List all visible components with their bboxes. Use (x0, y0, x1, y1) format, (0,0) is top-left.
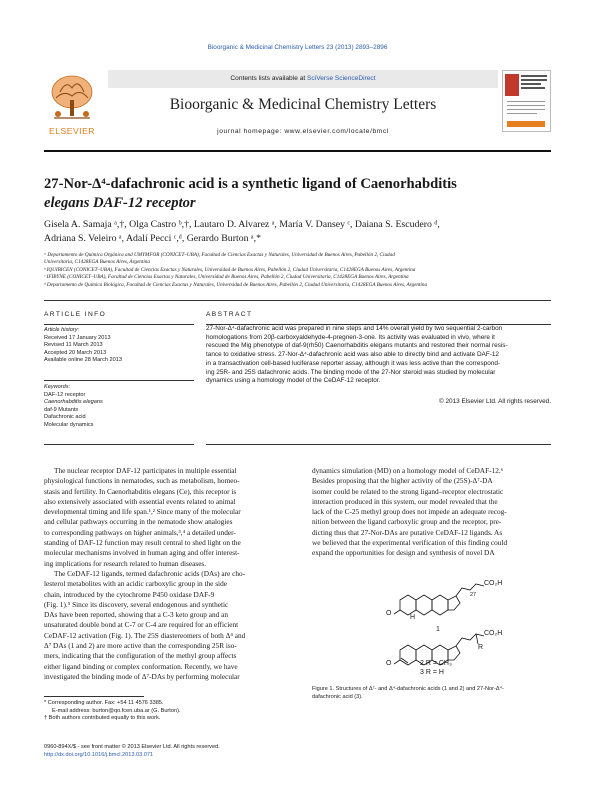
body-line: Besides proposing that the higher activity of the (25S)-Δ⁷-DA (312, 476, 493, 486)
carboxyl-label: CO₂H (484, 630, 503, 637)
affiliation: ᵈ Departamento de Química Biológica, Facultad de Ciencias Exactas y Naturales, Universidad de Buenos Aires, Pabellón 2, Ciudad Universitaria, C1428EGA Buenos Aires, Argentina (44, 281, 428, 288)
oxygen-label: O (386, 610, 392, 617)
body-line: mers, indicating that the configuration of the methyl group affects (44, 651, 237, 661)
body-line: dicting thus that 27-Nor-DAs are putative CeDAF-12 ligands. As (312, 527, 503, 537)
footnote-email[interactable]: E-mail address: burton@qo.fcen.uba.ar (G. Burton). (52, 707, 181, 714)
abstract-text (206, 325, 551, 386)
body-line: and cellular pathways occurring in the nematode show analogies (44, 517, 233, 527)
abstract-line: rescued the Mig phenotype of daf-9(rh50) Caenorhabditis elegans mutants and restored their normal resis- (206, 342, 508, 350)
body-line: physiological functions in nematodes, such as metabolism, homeo- (44, 476, 240, 486)
abstract-line: ing 25R- and 25S dafachronic acids. The binding mode of the 27-Nor steroid was studied by molecular (206, 368, 496, 376)
compound-2-label: 2 R = CH₃ (420, 660, 452, 667)
article-info-rule (44, 324, 194, 325)
elsevier-tree-logo (44, 70, 100, 130)
abstract-line: in a transactivation cell-based luciferase reporter assay, although it was less active than the correspond- (206, 359, 501, 367)
issn-line: 0960-894X/$ - see front matter © 2013 Elsevier Ltd. All rights reserved. (44, 744, 220, 750)
affiliation: ᶜ IFIBYNE (CONICET–UBA), Facultad de Ciencias Exactas y Naturales, Universidad de Buenos Aires, Pabellón 2, Ciudad Universitaria, C1428EGA Buenos Aires, Argentina (44, 274, 409, 281)
journal-title: Bioorganic & Medicinal Chemistry Letters (169, 96, 437, 113)
hydrogen-label: H (410, 614, 416, 621)
homepage-link[interactable]: www.elsevier.com/locate/bmcl (284, 128, 389, 135)
body-line: stasis and fertility. In Caenorhabditis elegans (Ce), this receptor is (44, 486, 237, 496)
body-right-column (312, 466, 552, 559)
figure-1-caption (312, 686, 562, 701)
abstract-line: 27-Nor-Δ⁴-dafachronic acid was prepared in nine steps and 14% overall yield by two sequential 2-carbon (206, 325, 503, 332)
body-line: (Fig. 1).⁵ Since its discovery, several endogenous and synthetic (44, 599, 229, 609)
author-list (44, 218, 554, 246)
abstract-line: homologations from 20β-carboxyaldehyde-4-pregnen-3-one. Its activity was evaluated in vivo, where it (206, 333, 495, 341)
body-line: unsaturated double bond at C-7 or C-4 are required for an efficient (44, 620, 239, 630)
affiliation: ᵇ IQUIBICEN (CONICET–UBA), Facultad de Ciencias Exactas y Naturales, Universidad de Buenos Aires, Pabellón 2, Ciudad Universitaria, C1428EGA Buenos Aires, Argentina (44, 266, 416, 273)
contents-prefix: Contents lists available at (230, 75, 308, 82)
history-item: Accepted 20 March 2013 (44, 349, 107, 356)
affiliation: ᵃ Departamento de Química Orgánica and UMYMFOR (CONICET–UBA), Facultad de Ciencias Exactas y Naturales, Universidad de Buenos Aires, Pabellón 2, Ciudad (44, 252, 395, 258)
journal-cover-thumbnail (502, 70, 551, 132)
body-line: to corresponding pathways on higher animals,³,⁴ a detailed under- (44, 527, 236, 537)
body-line: CeDAF-12 activation (Fig. 1). The 25S diastereomers of both Δ⁴ and (44, 630, 246, 640)
body-line: we believed that the experimental verification of this finding could (312, 538, 508, 548)
journal-reference[interactable]: Bioorganic & Medicinal Chemistry Letters 23 (2013) 2893–2896 (207, 44, 388, 51)
body-line: lesterol metabolites with an acidic carboxylic group in the side (44, 579, 227, 589)
footnotes (44, 700, 294, 723)
oxygen-label: O (386, 660, 392, 667)
body-line: standing of DAF-12 function may result central to shed light on the (44, 538, 241, 548)
header-rule (44, 150, 551, 152)
abstract-line: dynamics using a homology model of the CeDAF-12 receptor. (206, 377, 381, 385)
body-line: ing implications for research related to human diseases. (44, 558, 207, 568)
body-line: interaction produced in this system, our model revealed that the (312, 496, 498, 506)
history-item: Revised 11 March 2013 (44, 342, 103, 349)
publisher-name: ELSEVIER (48, 126, 96, 136)
keywords (44, 384, 194, 430)
caption-line: dafachronic acid (3). (312, 693, 363, 700)
homepage-prefix: journal homepage: (217, 128, 285, 135)
history-item: Available online 28 March 2013 (44, 357, 122, 364)
affiliations (44, 252, 554, 289)
info-bottom-rule (44, 444, 194, 445)
journal-homepage (108, 128, 498, 135)
title-line-2: elegans DAF-12 receptor (44, 195, 196, 211)
keyword: Caenorhabditis elegans (44, 399, 103, 406)
footnote: † Both authors contributed equally to this work. (44, 715, 161, 722)
keyword: Dafachronic acid (44, 414, 86, 421)
body-line: also extensively associated with essential events related to animal (44, 496, 236, 506)
footnote: * Corresponding author. Fax: +54 11 4576 3385. (44, 700, 164, 706)
steroid-structures-drawing (380, 570, 560, 680)
keyword: Molecular dynamics (44, 421, 94, 428)
compound-1-label: 1 (436, 626, 440, 633)
body-line: The CeDAF-12 ligands, termed dafachronic acids (DAs) are cho- (54, 568, 246, 578)
affiliation-rule (44, 300, 551, 301)
authors-line-2: Adriana S. Veleiro ᵃ, Adalí Pecci ᶜ,ᵈ, Gerardo Burton ᵃ,* (44, 233, 261, 244)
keyword: daf-9 Mutants (44, 406, 79, 413)
title-line-1: 27-Nor-Δ⁴-dafachronic acid is a synthetic ligand of Caenorhabditis (44, 176, 457, 192)
compound-3-label: 3 R = H (420, 669, 444, 676)
doi-link[interactable]: http://dx.doi.org/10.1016/j.bmcl.2013.03.071 (44, 751, 154, 758)
keyword: DAF-12 receptor (44, 391, 86, 398)
authors-line-1: Gisela A. Samaja ᵃ,†, Olga Castro ᵇ,†, Lautaro D. Alvarez ᵃ, María V. Dansey ᶜ, Daiana S. Escudero ᵈ, (44, 219, 440, 230)
body-line: either ligand binding or complex conformation. Recently, we have (44, 661, 238, 671)
body-line: The nuclear receptor DAF-12 participates in multiple essential (54, 466, 237, 475)
footnote-rule (44, 696, 144, 697)
figure-1-structures (380, 570, 560, 680)
body-line: nition between the ligand carboxylic group and the receptor, pre- (312, 517, 502, 527)
body-line: chain, introduced by the cytochrome P450 oxidase DAF-9 (44, 589, 215, 599)
body-line: DAs have been reported, showing that a C-3 keto group and an (44, 610, 228, 620)
affiliation: Universitaria, C1428EGA Buenos Aires, Argentina (44, 259, 150, 266)
history-item: Received 17 January 2013 (44, 334, 111, 341)
body-line: investigated the binding mode of Δ⁷-DAs by performing molecular (44, 671, 240, 681)
body-line: molecular mechanisms involved in human aging and offer interest- (44, 548, 240, 558)
article-history (44, 327, 194, 365)
contents-bar (108, 70, 498, 88)
carboxyl-label: CO₂H (484, 580, 503, 587)
body-line: lack of the C-25 methyl group does not impede an adequate recog- (312, 507, 507, 517)
abstract-bottom-rule (206, 444, 551, 445)
body-line: developmental timing and life span.¹,² Since many of the molecular (44, 507, 241, 517)
carbon-number-label: 27 (470, 592, 477, 598)
abstract-line: tance to oxidative stress. 27-Nor-Δ⁴-dafachronic acid was also able to directly bind and activate DAF-12 (206, 351, 499, 359)
keywords-label: Keywords: (44, 384, 71, 390)
body-left-column (44, 466, 294, 682)
body-line: isomer could be related to the strong ligand–receptor electrostatic (312, 486, 504, 496)
r-group-label: R (478, 644, 484, 651)
abstract-heading: ABSTRACT (206, 311, 253, 318)
sciverse-link[interactable]: SciVerse ScienceDirect (307, 75, 376, 82)
caption-line: Figure 1. Structures of Δ⁷- and Δ⁴-dafachronic acids (1 and 2) and 27-Nor-Δ⁴- (312, 686, 504, 692)
history-label: Article history: (44, 327, 80, 333)
keywords-rule (44, 380, 194, 381)
article-title (44, 175, 551, 213)
body-line: dynamics simulation (MD) on a homology model of CeDAF-12.⁶ (312, 466, 504, 475)
copyright-notice: © 2013 Elsevier Ltd. All rights reserved. (439, 398, 551, 405)
article-info-heading: ARTICLE INFO (44, 311, 107, 318)
body-line: expand the opportunities for design and synthesis of novel DA (312, 548, 495, 558)
body-line: Δ⁷ DAs (1 and 2) are more active than the corresponding 25R iso- (44, 641, 237, 651)
footer (44, 744, 344, 759)
